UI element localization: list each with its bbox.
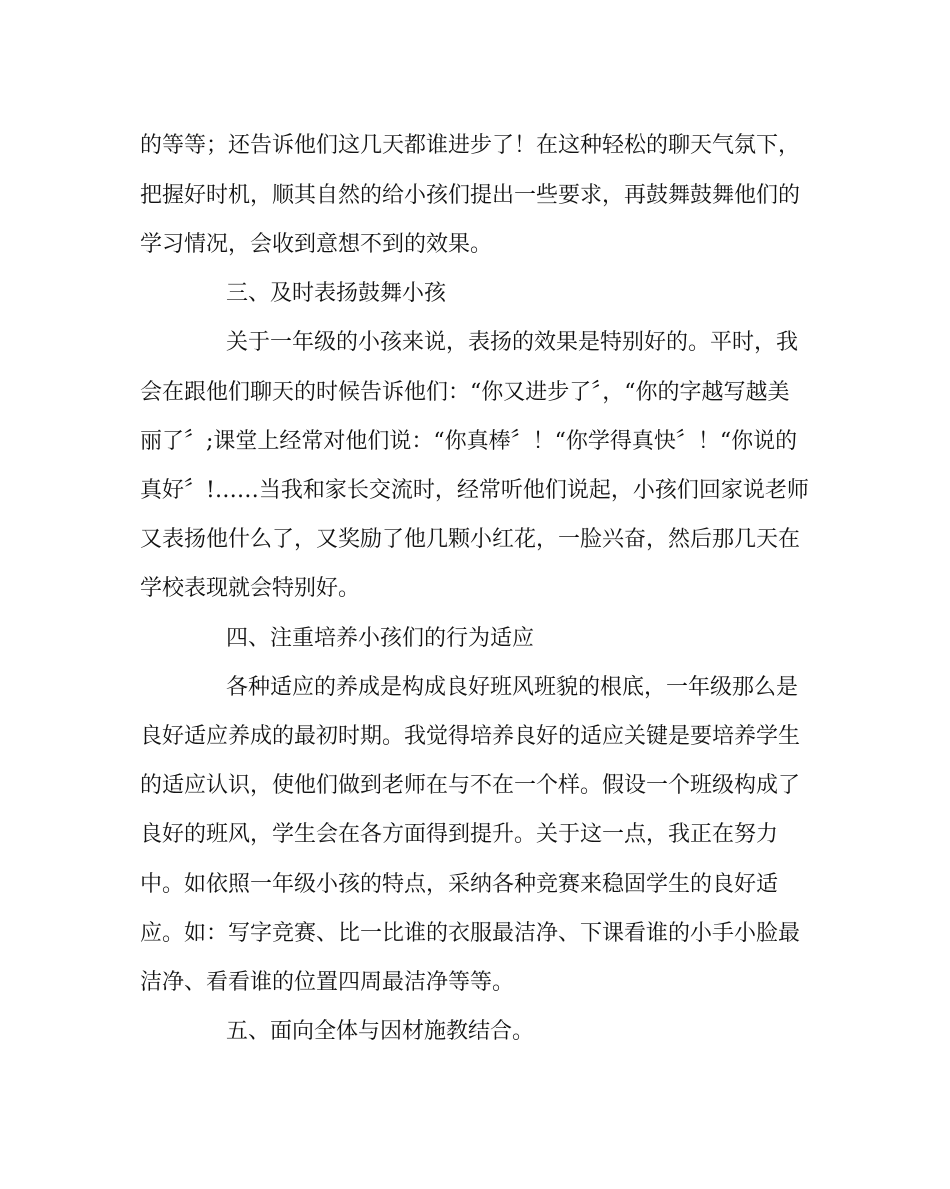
paragraph-first-line: 各种适应的养成是构成良好班风班貌的根底，一年级那么是 (226, 675, 799, 700)
text-line: 的等等；还告诉他们这几天都谁进步了！在这种轻松的聊天气氛下， (140, 133, 801, 158)
section-heading: 四、注重培养小孩们的行为适应 (226, 626, 535, 651)
text-line: 丽了〞;课堂上经常对他们说：“你真棒〞！“你学得真快〞！“你说的 (140, 429, 798, 454)
text-line: 洁净、看看谁的位置四周最洁净等等。 (140, 970, 515, 995)
section-heading: 三、及时表扬鼓舞小孩 (226, 281, 447, 306)
text-line: 良好适应养成的最初时期。我觉得培养良好的适应关键是要培养学生 (140, 724, 801, 749)
text-line: 良好的班风，学生会在各方面得到提升。关于这一点，我正在努力 (140, 822, 779, 847)
paragraph-first-line: 关于一年级的小孩来说，表扬的效果是特别好的。平时，我 (226, 330, 799, 355)
text-line: 的适应认识，使他们做到老师在与不在一个样。假设一个班级构成了 (140, 773, 801, 798)
text-line: 学习情况，会收到意想不到的效果。 (140, 232, 493, 257)
text-line: 学校表现就会特别好。 (140, 576, 361, 601)
text-line: 会在跟他们聊天的时候告诉他们：“你又进步了〞，“你的字越写越美 (140, 380, 790, 405)
text-line: 中。如依照一年级小孩的特点，采纳各种竞赛来稳固学生的良好适 (140, 872, 779, 897)
section-heading: 五、面向全体与因材施教结合。 (226, 1019, 535, 1044)
text-line: 又表扬他什么了，又奖励了他几颗小红花，一脸兴奋，然后那几天在 (140, 527, 801, 552)
text-line: 把握好时机，顺其自然的给小孩们提出一些要求，再鼓舞鼓舞他们的 (140, 183, 801, 208)
text-line: 真好〞!……当我和家长交流时，经常听他们说起，小孩们回家说老师 (140, 478, 809, 503)
text-line: 应。如：写字竞赛、比一比谁的衣服最洁净、下课看谁的小手小脸最 (140, 921, 801, 946)
